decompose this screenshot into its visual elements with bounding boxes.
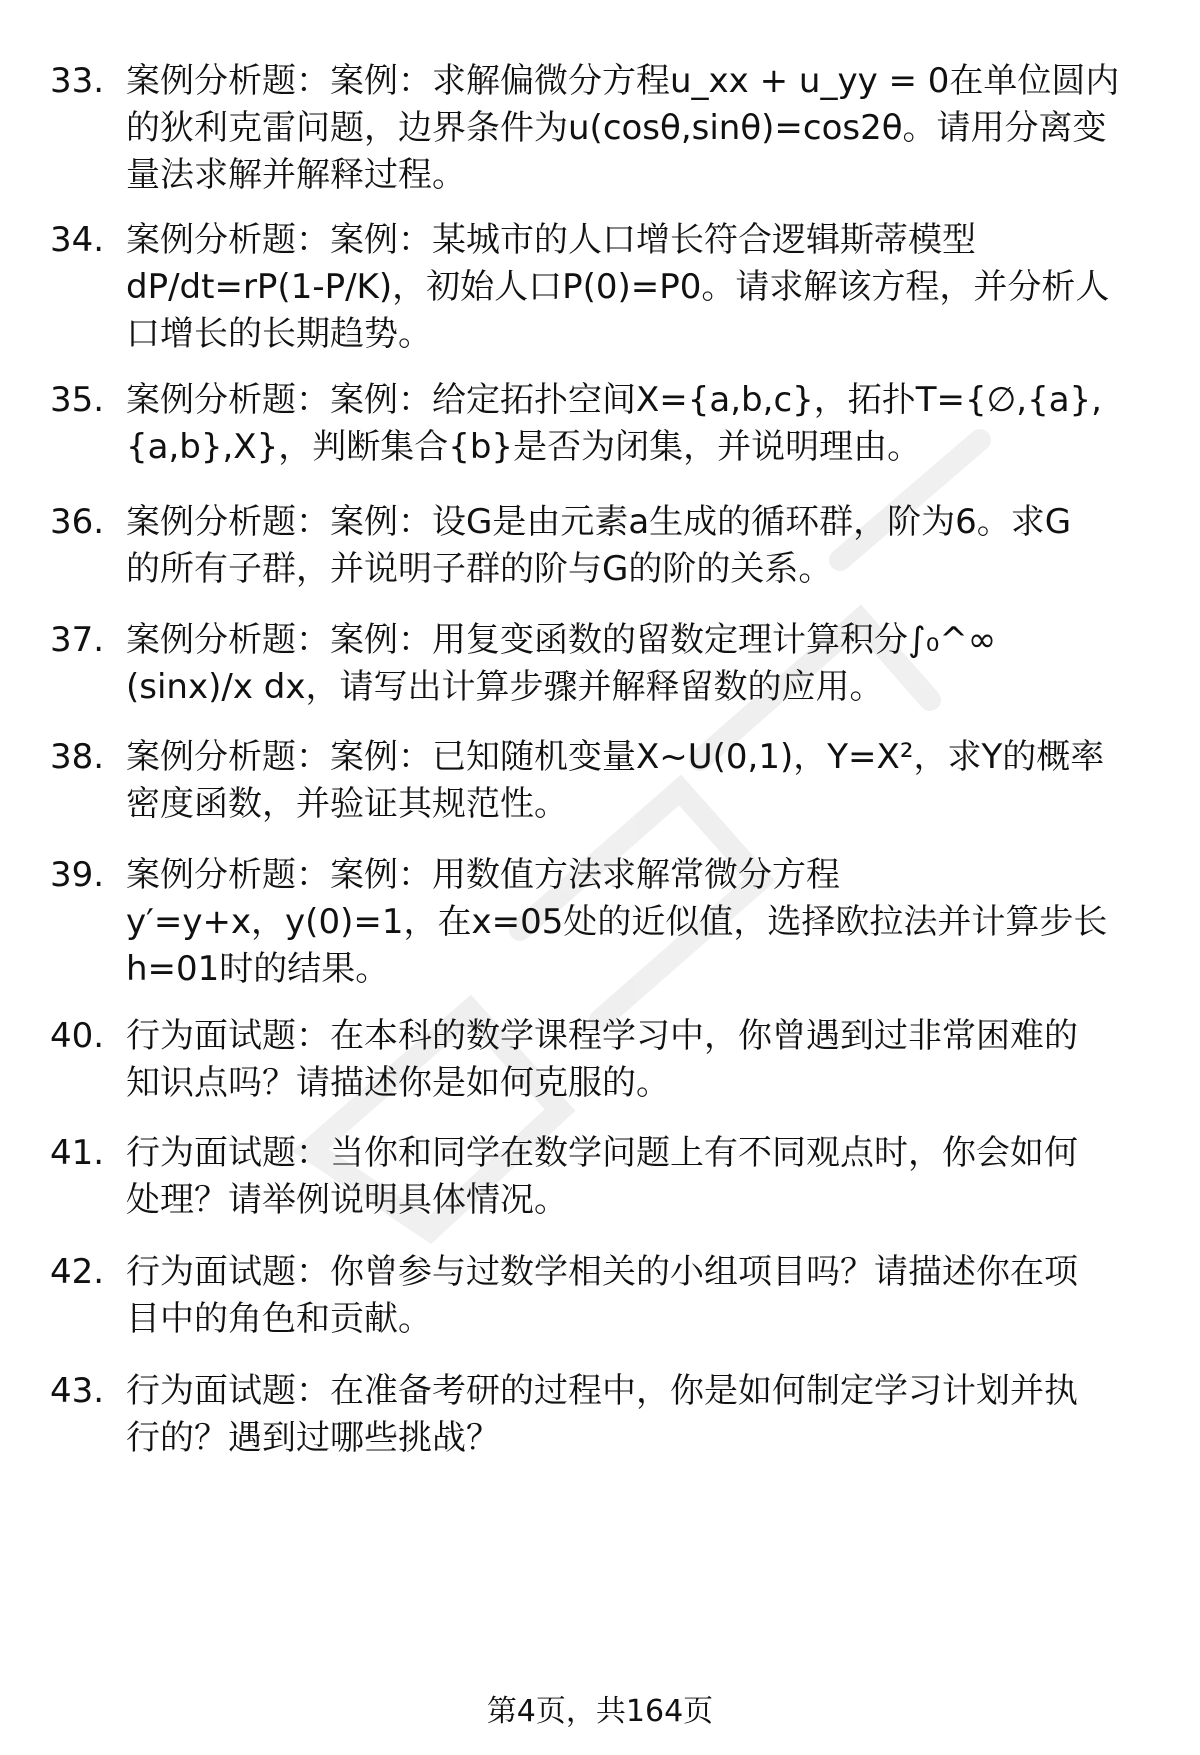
question-text: 案例分析题：案例：给定拓扑空间X={a,b,c}，拓扑T={∅,{a}, {a,b},X}，判断集合{b}是否为闭集，并说明理由。: [126, 380, 1102, 467]
page-footer: 第4页，共164页: [486, 1694, 714, 1729]
question-text: 行为面试题：在准备考研的过程中，你是如何制定学习计划并执 行的？遇到过哪些挑战？: [126, 1371, 1078, 1458]
question-text: 行为面试题：当你和同学在数学问题上有不同观点时，你会如何 处理？请举例说明具体情况。: [126, 1133, 1078, 1220]
question-text: 案例分析题：案例：用数值方法求解常微分方程 y′=y+x，y(0)=1，在x=05处的近似值，选择欧拉法并计算步长 h=01时的结果。: [126, 855, 1108, 989]
question-number: 33.: [50, 61, 105, 101]
question-number: 41.: [50, 1133, 105, 1173]
question-text: 案例分析题：案例：求解偏微分方程u_xx + u_yy = 0在单位圆内 的狄利克雷问题，边界条件为u(cosθ,sinθ)=cos2θ。请用分离变 量法求解并解释过程。: [126, 61, 1120, 195]
question-number: 38.: [50, 737, 105, 777]
question-text: 行为面试题：你曾参与过数学相关的小组项目吗？请描述你在项 目中的角色和贡献。: [126, 1252, 1078, 1339]
question-text: 行为面试题：在本科的数学课程学习中，你曾遇到过非常困难的 知识点吗？请描述你是如何克服的。: [126, 1016, 1078, 1103]
question-text: 案例分析题：案例：设G是由元素a生成的循环群，阶为6。求G 的所有子群，并说明子群的阶与G的阶的关系。: [126, 502, 1072, 589]
question-number: 40.: [50, 1016, 105, 1056]
question-text: 案例分析题：案例：已知随机变量X~U(0,1)，Y=X²，求Y的概率 密度函数，并验证其规范性。: [126, 737, 1105, 824]
question-text: 案例分析题：案例：用复变函数的留数定理计算积分∫₀^∞ (sinx)/x dx，请写出计算步骤并解释留数的应用。: [126, 620, 997, 707]
question-number: 43.: [50, 1371, 105, 1411]
question-number: 42.: [50, 1252, 105, 1292]
question-number: 39.: [50, 855, 105, 895]
question-number: 36.: [50, 502, 105, 542]
question-number: 34.: [50, 220, 105, 260]
question-text: 案例分析题：案例：某城市的人口增长符合逻辑斯蒂模型 dP/dt=rP(1-P/K)，初始人口P(0)=P0。请求解该方程，并分析人 口增长的长期趋势。: [126, 220, 1110, 354]
question-number: 37.: [50, 620, 105, 660]
question-number: 35.: [50, 380, 105, 420]
